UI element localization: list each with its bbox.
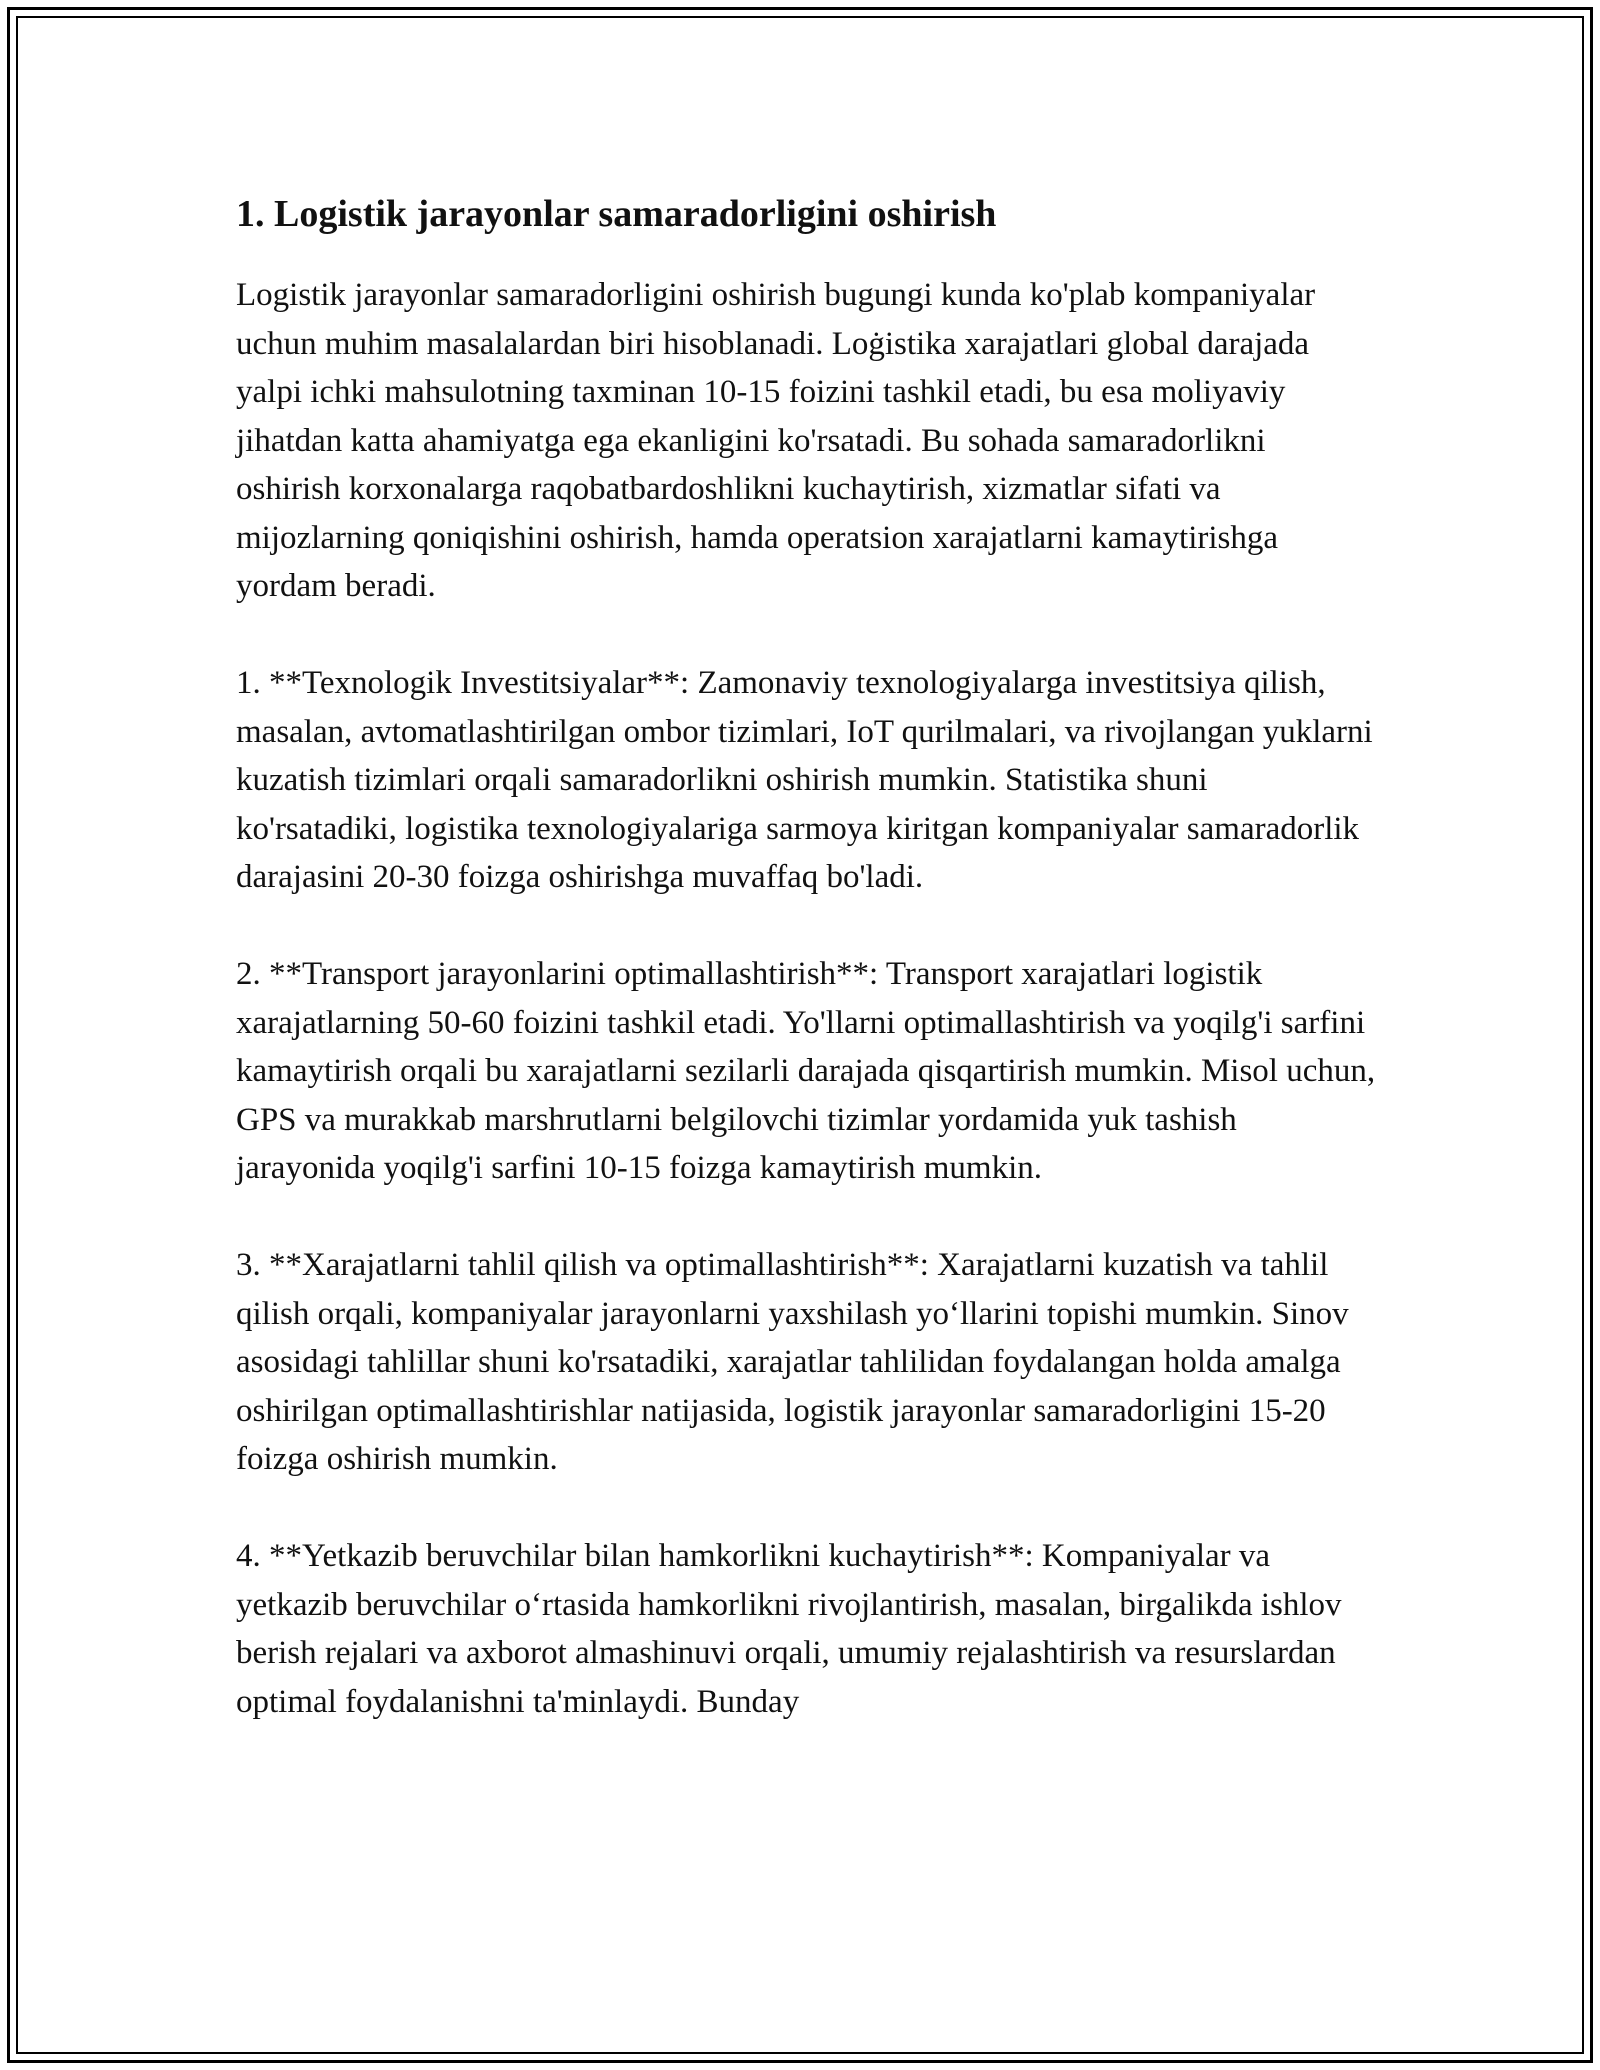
paragraph-spacer xyxy=(236,1484,1376,1533)
section-heading: 1. Logistik jarayonlar samaradorligini oshirish xyxy=(236,193,997,235)
list-item-cost-analysis: 3. **Xarajatlarni tahlil qilish va optimallashtirish**: Xarajatlarni kuzatish va tahlil qilish orqali, kompaniyalar jarayonlarni yaxshilash yo‘llarini topishi mumkin. Sinov asosidagi tahlillar shuni ko'rsatadiki, xarajatlar tahlilidan foydalangan holda amalga oshirilgan optimallashtirishlar natijasida, logistik jarayonlar samaradorligini 15-20 foizga oshirish mumkin. xyxy=(236,1247,1349,1477)
list-item-technology-investments: 1. **Texnologik Investitsiyalar**: Zamonaviy texnologiyalarga investitsiya qilish, masalan, avtomatlashtirilgan ombor tizimlari, IoT qurilmalari, va rivojlangan yuklarni kuzatish tizimlari orqali samaradorlikni oshirish mumkin. Statistika shuni ko'rsatadiki, logistika texnologiyalariga sarmoya kiritgan kompaniyalar samaradorlik darajasini 20-30 foizga oshirishga muvaffaq bo'ladi. xyxy=(236,665,1373,895)
intro-paragraph: Logistik jarayonlar samaradorligini oshirish bugungi kunda ko'plab kompaniyalar uchun muhim masalalardan biri hisoblanadi. Loġistika xarajatlari global darajada yalpi ichki mahsulotning taxminan 10-15 foizini tashkil etadi, bu esa moliyaviy jihatdan katta ahamiyatga ega ekanligini ko'rsatadi. Bu sohada samaradorlikni oshirish korxonalarga raqobatbardoshlikni kuchaytirish, xizmatlar sifati va mijozlarning qoniqishini oshirish, hamda operatsion xarajatlarni kamaytirishga yordam beradi. xyxy=(236,277,1316,604)
paragraph-spacer xyxy=(236,902,1376,951)
paragraph-spacer xyxy=(236,611,1376,660)
paragraph-spacer xyxy=(236,1193,1376,1242)
document-page xyxy=(236,188,1376,1726)
list-item-transport-optimization: 2. **Transport jarayonlarini optimallashtirish**: Transport xarajatlari logistik xarajatlarning 50-60 foizini tashkil etadi. Yo'llarni optimallashtirish va yoqilg'i sarfini kamaytirish orqali bu xarajatlarni sezilarli darajada qisqartirish mumkin. Misol uchun, GPS va murakkab marshrutlarni belgilovchi tizimlar yordamida yuk tashish jarayonida yoqilg'i sarfini 10-15 foizga kamaytirish mumkin. xyxy=(236,956,1376,1186)
list-item-supplier-cooperation: 4. **Yetkazib beruvchilar bilan hamkorlikni kuchaytirish**: Kompaniyalar va yetkazib beruvchilar o‘rtasida hamkorlikni rivojlantirish, masalan, birgalikda ishlov berish rejalari va axborot almashinuvi orqali, umumiy rejalashtirish va resurslardan optimal foydalanishni ta'minlaydi. Bunday xyxy=(236,1538,1342,1720)
